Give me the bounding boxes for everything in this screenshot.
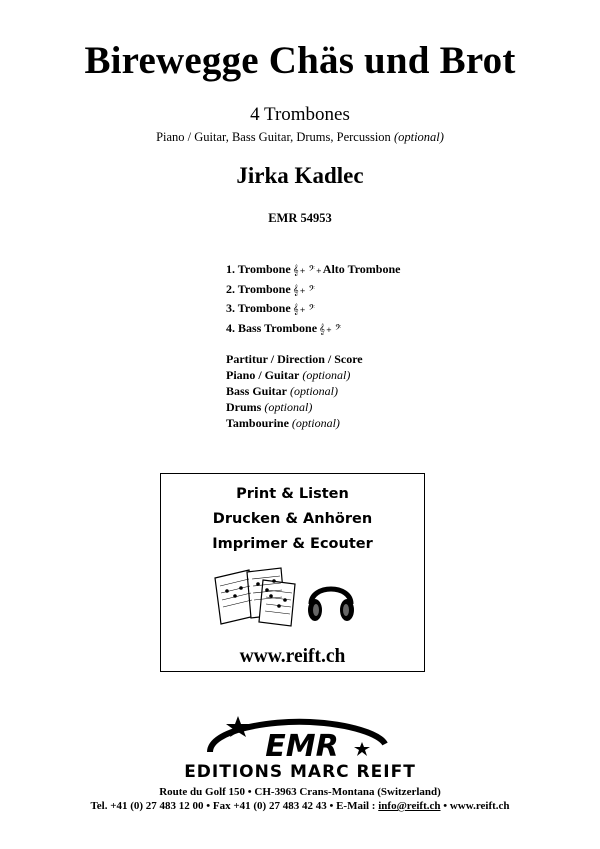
email-link[interactable]: info@reift.ch — [378, 800, 441, 812]
material-item — [226, 367, 363, 383]
publisher-contact — [0, 800, 600, 812]
part-label: 3. Trombone — [226, 301, 291, 315]
part-item: 4. Bass Trombone 𝄞+ 𝄢 — [226, 320, 342, 335]
part-item: 1. Trombone 𝄞+ 𝄢+Alto Trombone — [226, 262, 401, 276]
logo-text: EMR — [265, 729, 339, 764]
material-label: Tambourine — [226, 416, 289, 430]
instrumentation-main: Piano / Guitar, Bass Guitar, Drums, Percussion — [156, 130, 391, 144]
material-item — [226, 351, 363, 367]
sheet-music-icon — [211, 566, 301, 628]
material-label: Drums — [226, 400, 262, 414]
material-label: Partitur / Direction / Score — [226, 352, 363, 366]
material-note: (optional) — [291, 416, 340, 430]
catalog-number: EMR 54953 — [268, 211, 332, 225]
contact-prefix: Tel. +41 (0) 27 483 12 00 • Fax +41 (0) 27 483 42 43 • E-Mail : — [90, 800, 379, 812]
subtitle: 4 Trombones — [250, 104, 350, 125]
bass-clef-icon: 𝄢 — [334, 323, 342, 335]
material-note: (optional) — [264, 400, 313, 414]
material-label: Bass Guitar — [226, 384, 288, 398]
part-item: 3. Trombone 𝄞+ 𝄢 — [226, 301, 315, 315]
treble-clef-icon: 𝄞 — [292, 284, 299, 296]
bass-clef-icon: 𝄢 — [308, 304, 315, 315]
part-label: 2. Trombone — [226, 281, 291, 296]
material-note: (optional) — [302, 368, 351, 382]
material-item — [226, 383, 363, 399]
bass-clef-icon: 𝄢 — [308, 265, 315, 276]
bass-clef-icon: 𝄢 — [308, 284, 315, 296]
composer-name: Jirka Kadlec — [236, 163, 364, 188]
page-title: Birewegge Chäs und Brot — [84, 39, 516, 82]
contact-suffix: • www.reift.ch — [440, 800, 510, 812]
publisher-name: EDITIONS MARC REIFT — [184, 762, 416, 782]
material-item — [226, 415, 363, 431]
material-label: Piano / Guitar — [226, 368, 300, 382]
emr-logo-icon — [190, 712, 410, 764]
part-label: 1. Trombone — [226, 262, 291, 276]
instrumentation-line — [0, 130, 600, 145]
part-item: 2. Trombone 𝄞+ 𝄢 — [226, 281, 315, 296]
materials-list — [226, 351, 363, 431]
treble-clef-icon: 𝄞 — [292, 265, 299, 276]
publisher-address: Route du Golf 150 • CH-3963 Crans-Montana (Switzerland) — [159, 786, 441, 798]
treble-clef-icon: 𝄞 — [319, 323, 325, 335]
promo-url[interactable]: www.reift.ch — [239, 646, 346, 667]
headphones-icon — [303, 570, 359, 626]
part-label: 4. Bass Trombone — [226, 320, 318, 335]
part-suffix: Alto Trombone — [322, 262, 401, 276]
material-note: (optional) — [290, 384, 339, 398]
instrumentation-optional: (optional) — [393, 130, 444, 144]
print-listen-box — [160, 473, 425, 672]
promo-line-fr: Imprimer & Ecouter — [212, 536, 373, 552]
treble-clef-icon: 𝄞 — [292, 304, 299, 315]
parts-list — [226, 260, 400, 338]
promo-line-de: Drucken & Anhören — [212, 511, 373, 527]
promo-line-en: Print & Listen — [236, 486, 349, 502]
material-item — [226, 399, 363, 415]
